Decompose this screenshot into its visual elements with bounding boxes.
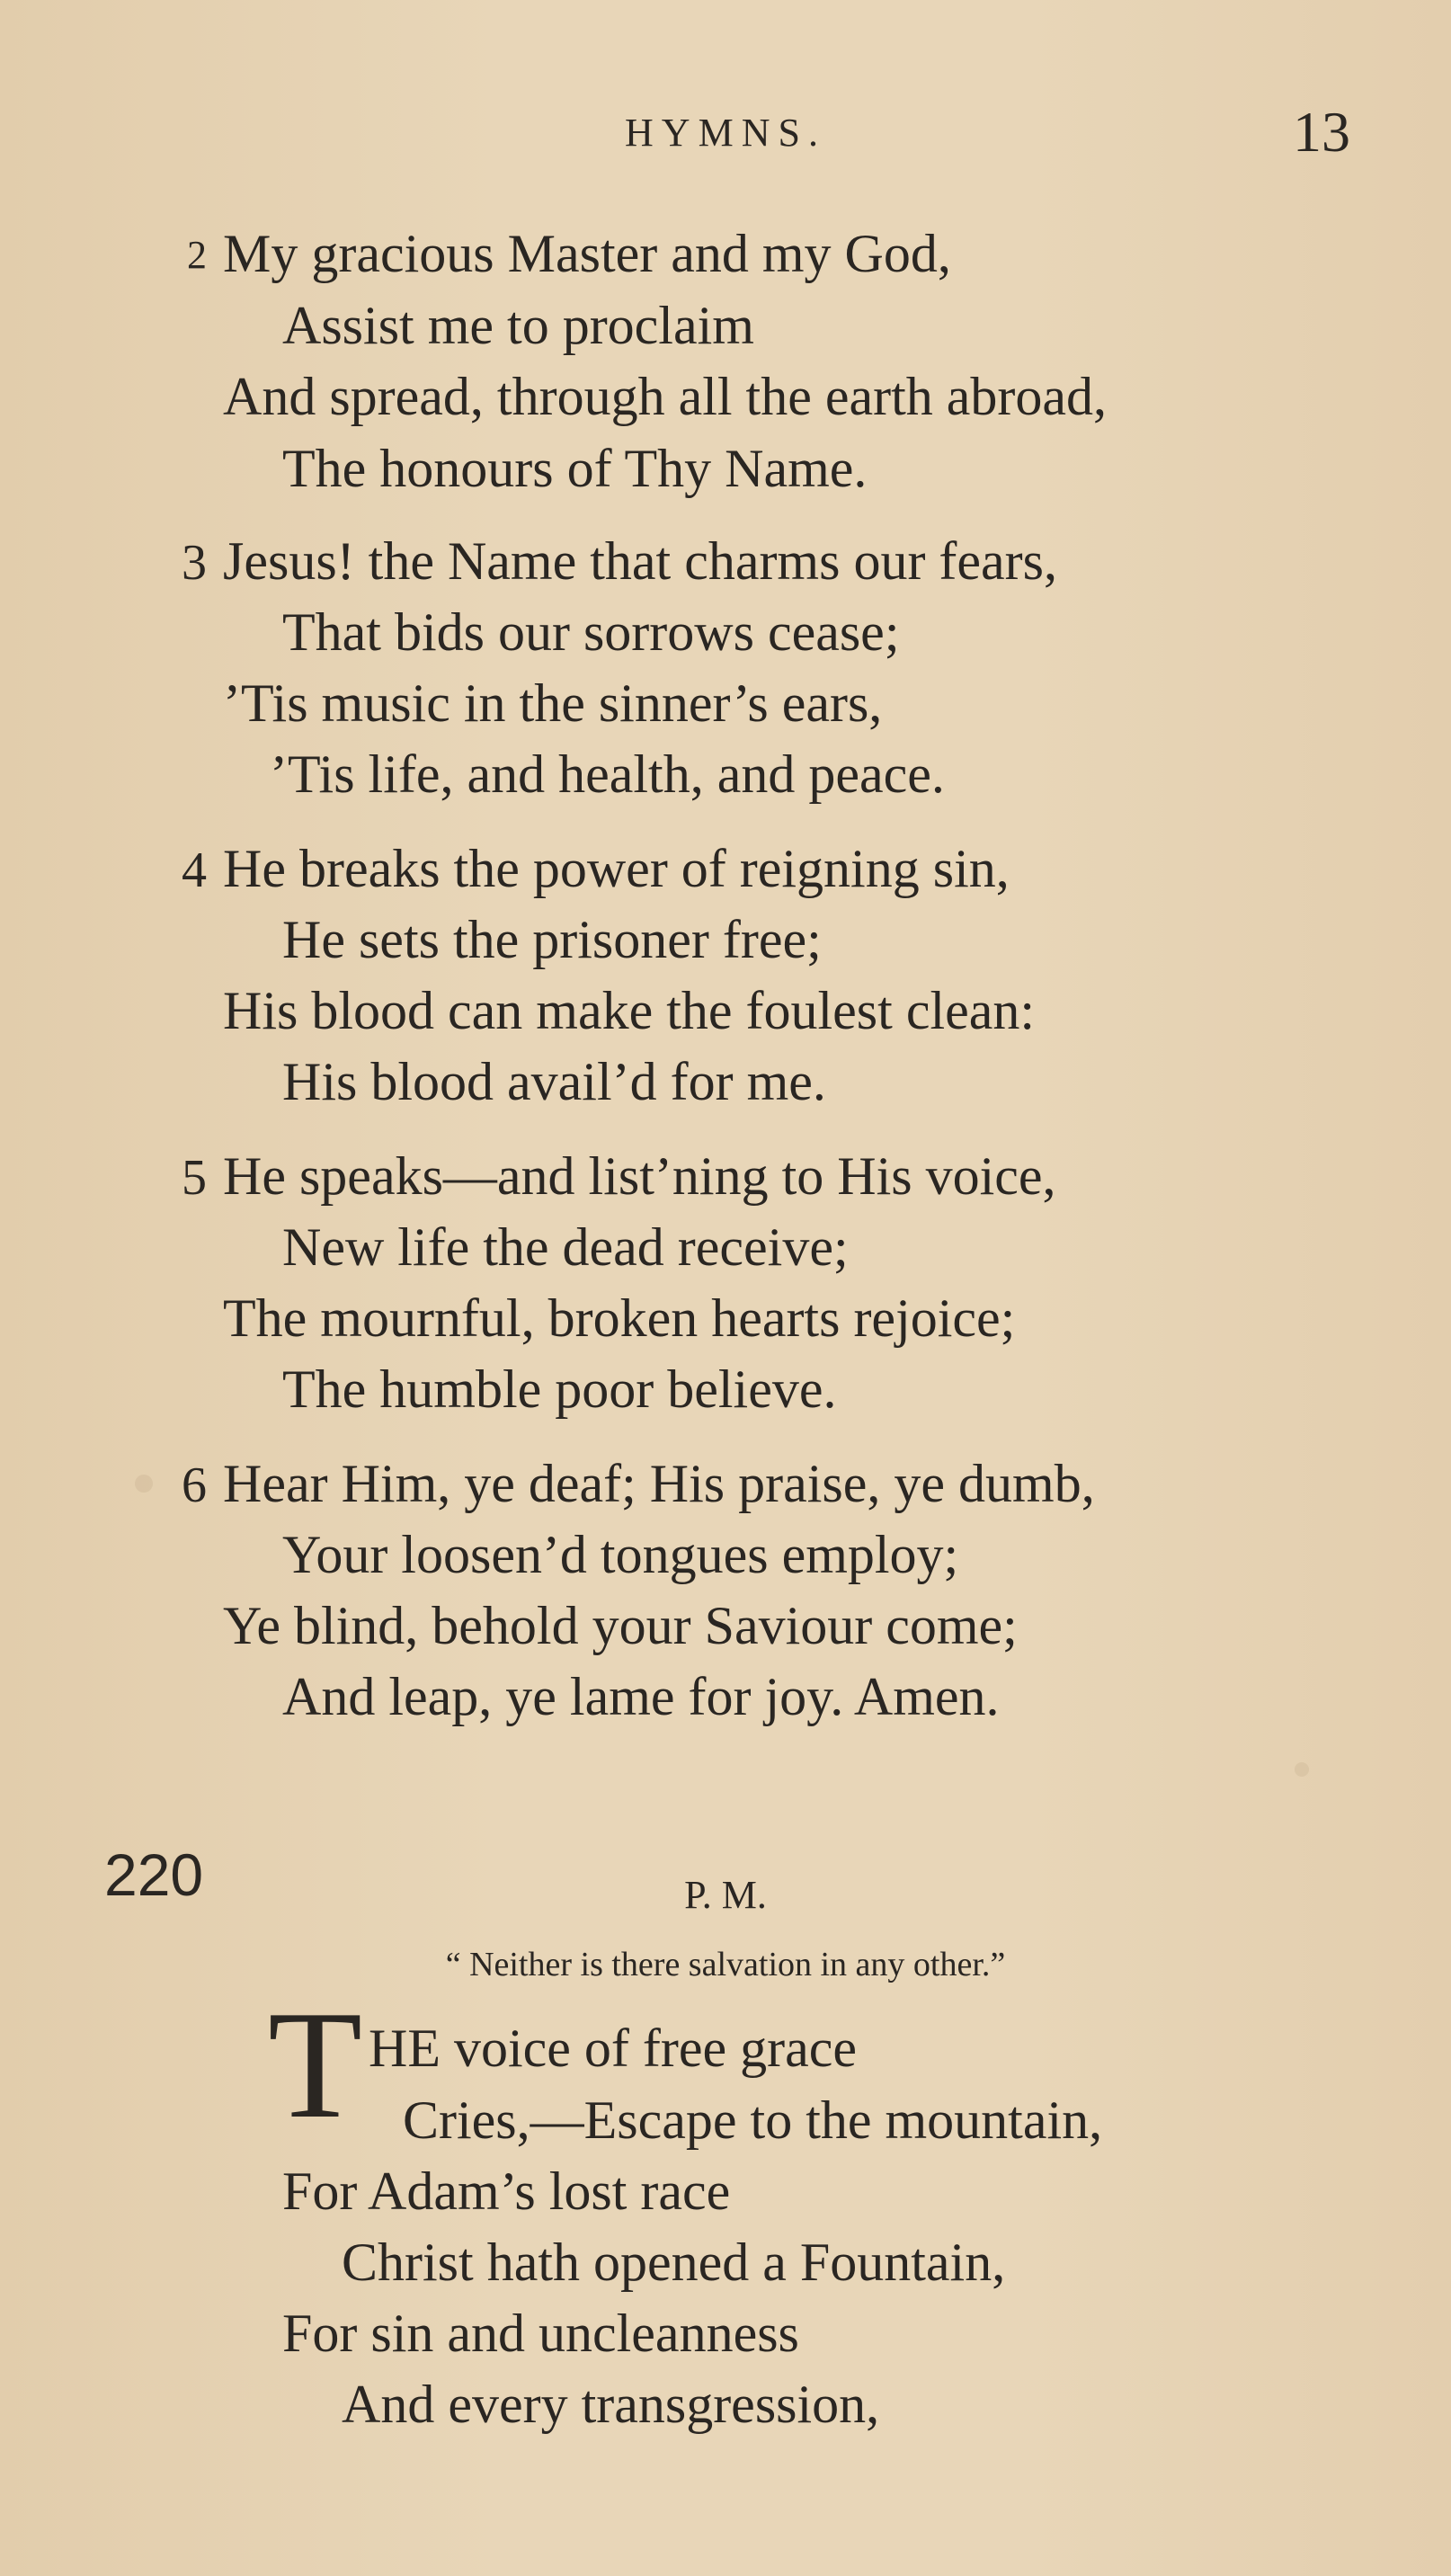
running-title: HYMNS. (625, 111, 826, 155)
verse-line: His blood can make the foulest clean: (223, 981, 1036, 1040)
verse-number: 5 (182, 1150, 207, 1206)
verse-number: 4 (182, 842, 207, 898)
hymn-line: For Adam’s lost race (282, 2162, 731, 2221)
verse-number: 2 (187, 233, 207, 277)
page-number: 13 (1293, 100, 1350, 164)
hymn-line: HE voice of free grace (369, 2019, 857, 2078)
verse-line: He sets the prisoner free; (282, 910, 822, 969)
verse-line: The mournful, broken hearts rejoice; (223, 1288, 1016, 1348)
verse-line: That bids our sorrows cease; (282, 602, 900, 662)
drop-cap: T (268, 1980, 363, 2151)
running-head (0, 100, 1451, 173)
hymn-meter: P. M. (684, 1873, 767, 1917)
hymn-number: 220 (104, 1841, 204, 1908)
verse-line: The humble poor believe. (282, 1359, 837, 1419)
paper-stain (135, 1475, 153, 1493)
verse-number: 6 (182, 1457, 207, 1513)
verse-line: Hear Him, ye deaf; His praise, ye dumb, (223, 1454, 1095, 1513)
verse-number: 3 (182, 535, 207, 591)
verse-line: ’Tis music in the sinner’s ears, (223, 673, 883, 733)
hymn-epigraph: “ Neither is there salvation in any other.” (445, 1946, 1006, 1983)
verse-line: New life the dead receive; (282, 1217, 849, 1277)
paper-stain (1295, 1762, 1309, 1777)
verse-line: Jesus! the Name that charms our fears, (223, 531, 1058, 591)
verse-line: He breaks the power of reigning sin, (223, 839, 1010, 898)
verse-line: His blood avail’d for me. (282, 1052, 826, 1111)
verse-line: The honours of Thy Name. (282, 439, 868, 498)
verse-line: My gracious Master and my God, (223, 224, 951, 283)
hymn-line: Cries,—Escape to the mountain, (403, 2090, 1103, 2150)
verse-line: And spread, through all the earth abroad, (223, 367, 1107, 426)
hymn-line: For sin and uncleanness (282, 2304, 799, 2363)
verse-line: Ye blind, behold your Saviour come; (223, 1596, 1018, 1655)
hymn-line: Christ hath opened a Fountain, (342, 2233, 1006, 2292)
hymn-line: And every transgression, (342, 2375, 880, 2434)
verse-line: And leap, ye lame for joy. Amen. (282, 1667, 1000, 1726)
verse-line: He speaks—and list’ning to His voice, (223, 1146, 1056, 1206)
verse-line: Assist me to proclaim (282, 296, 754, 355)
verse-line: Your loosen’d tongues employ; (282, 1525, 959, 1584)
verse-line: ’Tis life, and health, and peace. (270, 744, 945, 804)
